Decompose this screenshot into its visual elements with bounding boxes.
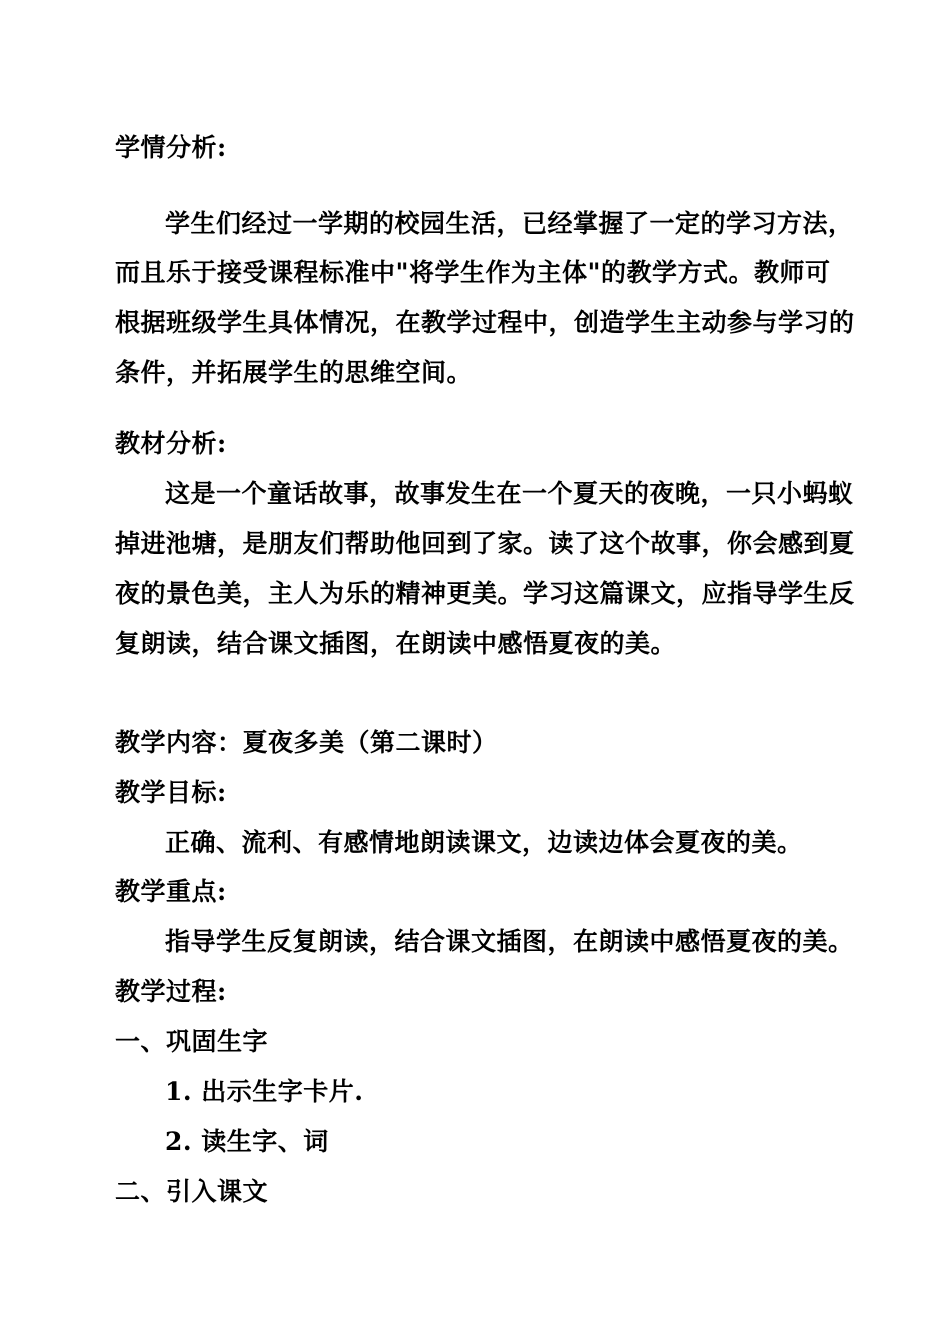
student-analysis-line-4: 条件，并拓展学生的思维空间。 [115,358,473,387]
key-point-heading: 教学重点: [115,877,227,906]
material-analysis-line-4: 复朗读，结合课文插图，在朗读中感悟夏夜的美。 [115,629,677,658]
step1-title: 一、巩固生字 [115,1027,269,1056]
material-analysis-line-3: 夜的景色美，主人为乐的精神更美。学习这篇课文，应指导学生反 [115,579,855,608]
student-analysis-line-1: 学生们经过一学期的校园生活，已经掌握了一定的学习方法， [165,209,854,238]
material-analysis-line-1: 这是一个童话故事，故事发生在一个夏天的夜晚，一只小蚂蚁 [165,479,854,508]
teaching-content: 教学内容：夏夜多美（第二课时） [115,728,498,757]
material-analysis-heading: 教材分析: [115,429,227,458]
process-heading: 教学过程: [115,977,227,1006]
step1-item-2: 2. 读生字、词 [165,1127,329,1156]
key-point-text: 指导学生反复朗读，结合课文插图，在朗读中感悟夏夜的美。 [165,927,854,956]
student-analysis-heading: 学情分析: [115,133,227,162]
step1-item-1: 1. 出示生字卡片. [165,1077,364,1106]
objective-text: 正确、流利、有感情地朗读课文，边读边体会夏夜的美。 [165,828,803,857]
objective-heading: 教学目标: [115,778,227,807]
step2-title: 二、引入课文 [115,1177,269,1206]
student-analysis-line-3: 根据班级学生具体情况，在教学过程中，创造学生主动参与学习的 [115,308,855,337]
material-analysis-line-2: 掉进池塘，是朋友们帮助他回到了家。读了这个故事，你会感到夏 [115,529,855,558]
student-analysis-line-2: 而且乐于接受课程标准中"将学生作为主体"的教学方式。教师可 [115,258,831,287]
